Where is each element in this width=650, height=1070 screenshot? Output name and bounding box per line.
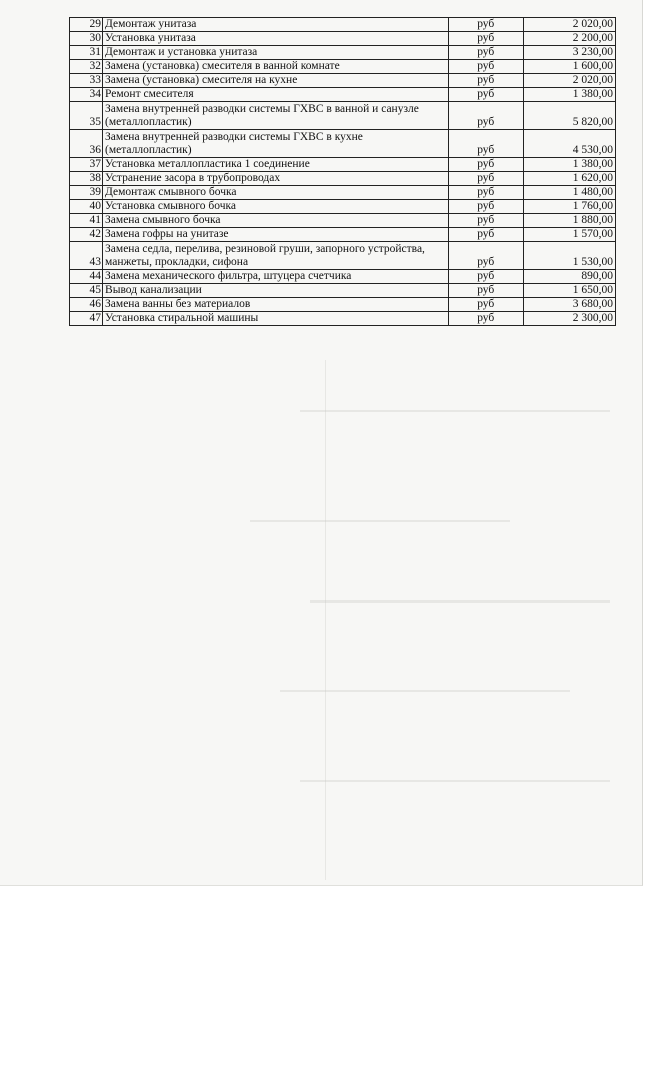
service-name: Вывод канализации [103,284,449,298]
bleed-through-mark [325,360,326,880]
service-name: Установка смывного бочка [103,200,449,214]
unit-cell: руб [448,74,523,88]
row-number: 38 [70,172,103,186]
bleed-through-mark [250,520,510,522]
row-number: 31 [70,46,103,60]
row-number: 39 [70,186,103,200]
service-name: Установка унитаза [103,32,449,46]
price-cell: 890,00 [523,270,615,284]
table-row [70,130,616,158]
service-name: Установка стиральной машины [103,312,449,326]
row-number: 45 [70,284,103,298]
service-name: Замена внутренней разводки системы ГХВС в кухне (металлопластик) [103,130,449,158]
service-name: Замена смывного бочка [103,214,449,228]
row-number: 47 [70,312,103,326]
unit-cell: руб [448,158,523,172]
row-number: 40 [70,200,103,214]
service-name: Замена гофры на унитазе [103,228,449,242]
bleed-through-mark [300,780,610,782]
row-number: 44 [70,270,103,284]
unit-cell: руб [448,228,523,242]
row-number: 29 [70,18,103,32]
unit-cell: руб [448,270,523,284]
unit-cell: руб [448,200,523,214]
table-row [70,32,616,46]
row-number: 30 [70,32,103,46]
row-number: 42 [70,228,103,242]
unit-cell: руб [448,172,523,186]
unit-cell: руб [448,242,523,270]
service-name: Демонтаж и установка унитаза [103,46,449,60]
unit-cell: руб [448,186,523,200]
price-cell: 2 020,00 [523,18,615,32]
price-cell: 2 300,00 [523,312,615,326]
price-cell: 1 620,00 [523,172,615,186]
table-row [70,158,616,172]
price-cell: 1 760,00 [523,200,615,214]
table-row [70,298,616,312]
price-cell: 3 230,00 [523,46,615,60]
row-number: 35 [70,102,103,130]
table-row [70,186,616,200]
table-row [70,18,616,32]
row-number: 43 [70,242,103,270]
price-table-body [70,18,616,326]
unit-cell: руб [448,130,523,158]
table-row [70,242,616,270]
row-number: 46 [70,298,103,312]
service-name: Замена (установка) смесителя на кухне [103,74,449,88]
table-row [70,102,616,130]
price-cell: 1 600,00 [523,60,615,74]
unit-cell: руб [448,312,523,326]
table-row [70,270,616,284]
row-number: 36 [70,130,103,158]
price-cell: 1 380,00 [523,158,615,172]
service-name: Замена ванны без материалов [103,298,449,312]
unit-cell: руб [448,102,523,130]
service-name: Замена (установка) смесителя в ванной комнате [103,60,449,74]
bleed-through-mark [300,410,610,412]
price-cell: 1 880,00 [523,214,615,228]
price-cell: 5 820,00 [523,102,615,130]
price-cell: 1 480,00 [523,186,615,200]
unit-cell: руб [448,46,523,60]
row-number: 32 [70,60,103,74]
price-cell: 3 680,00 [523,298,615,312]
table-row [70,60,616,74]
table-row [70,228,616,242]
table-row [70,284,616,298]
unit-cell: руб [448,284,523,298]
table-row [70,74,616,88]
table-row [70,200,616,214]
unit-cell: руб [448,18,523,32]
row-number: 33 [70,74,103,88]
bleed-through-mark [280,690,570,692]
price-cell: 2 020,00 [523,74,615,88]
unit-cell: руб [448,298,523,312]
service-name: Установка металлопластика 1 соединение [103,158,449,172]
table-row [70,312,616,326]
price-cell: 1 650,00 [523,284,615,298]
bleed-through-mark [310,600,610,603]
price-cell: 2 200,00 [523,32,615,46]
service-name: Демонтаж унитаза [103,18,449,32]
row-number: 41 [70,214,103,228]
service-name: Замена внутренней разводки системы ГХВС в ванной и санузле (металлопластик) [103,102,449,130]
row-number: 37 [70,158,103,172]
price-cell: 4 530,00 [523,130,615,158]
table-row [70,88,616,102]
price-cell: 1 530,00 [523,242,615,270]
price-table [69,17,616,326]
unit-cell: руб [448,60,523,74]
service-name: Устранение засора в трубопроводах [103,172,449,186]
unit-cell: руб [448,214,523,228]
price-cell: 1 570,00 [523,228,615,242]
unit-cell: руб [448,88,523,102]
table-row [70,214,616,228]
unit-cell: руб [448,32,523,46]
service-name: Замена механического фильтра, штуцера счетчика [103,270,449,284]
row-number: 34 [70,88,103,102]
price-cell: 1 380,00 [523,88,615,102]
service-name: Замена седла, перелива, резиновой груши, запорного устройства, манжеты, прокладки, сифона [103,242,449,270]
table-row [70,172,616,186]
table-row [70,46,616,60]
service-name: Ремонт смесителя [103,88,449,102]
service-name: Демонтаж смывного бочка [103,186,449,200]
